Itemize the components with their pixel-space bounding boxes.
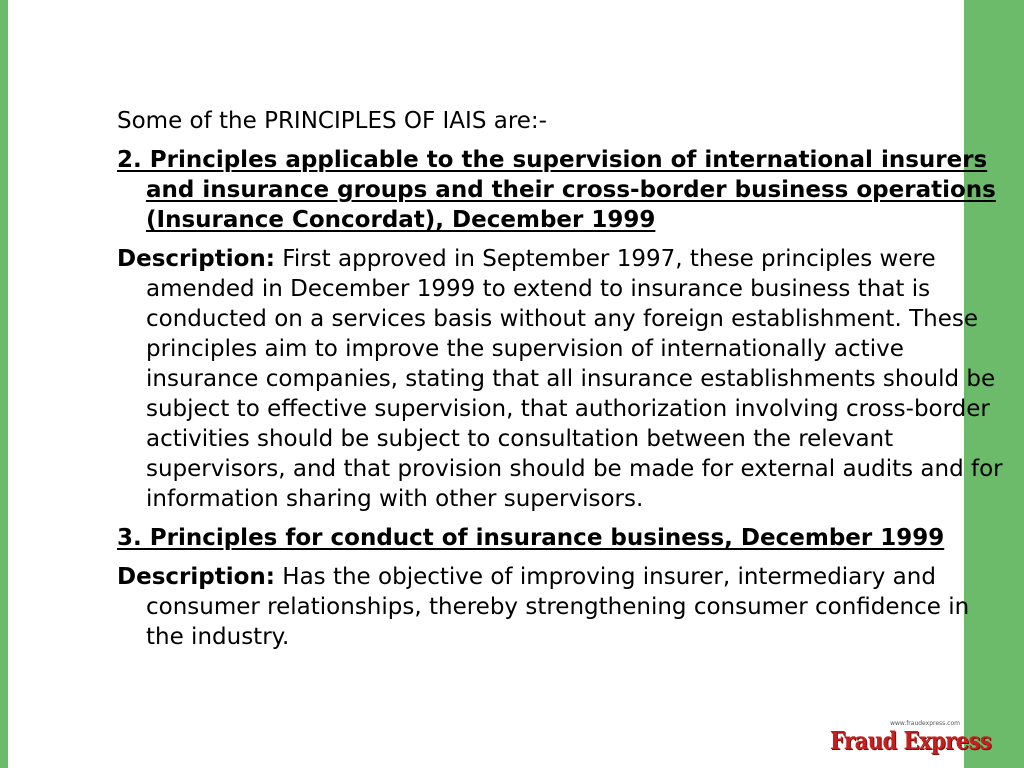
fraud-express-logo	[826, 718, 992, 760]
principle-heading-text: 3. Principles for conduct of insurance business, December 1999	[117, 525, 945, 551]
principle-heading-text: 2. Principles applicable to the supervision of international insurers and insurance groups and their cross-border business operations (Insurance Concordat), December 1999	[117, 147, 996, 233]
slide-body	[117, 106, 1012, 661]
intro-text: Some of the PRINCIPLES OF IAIS are:-	[117, 108, 547, 134]
principle-2-heading	[117, 145, 1012, 235]
principle-3-description	[117, 562, 1012, 652]
logo-text: Fraud Express	[830, 726, 992, 755]
description-text: First approved in September 1997, these principles were amended in December 1999 to extend to insurance business that is conducted on a services basis without any foreign establishment. These principles aim to improve the supervision of internationally active insurance companies, stating that all insurance establishments should be subject to effective supervision, that authorization involving cross-border activities should be subject to consultation between the relevant supervisors, and that provision should be made for external audits and for information sharing with other supervisors.	[146, 246, 1003, 512]
logo-url: www.fraudexpress.com	[890, 720, 960, 727]
description-label: Description:	[117, 564, 275, 590]
description-text: Has the objective of improving insurer, intermediary and consumer relationships, thereby strengthening consumer confidence in the industry.	[146, 564, 970, 650]
principle-3-heading	[117, 523, 1012, 553]
left-accent-bar	[0, 0, 8, 768]
description-label: Description:	[117, 246, 275, 272]
principle-2-description	[117, 244, 1012, 514]
